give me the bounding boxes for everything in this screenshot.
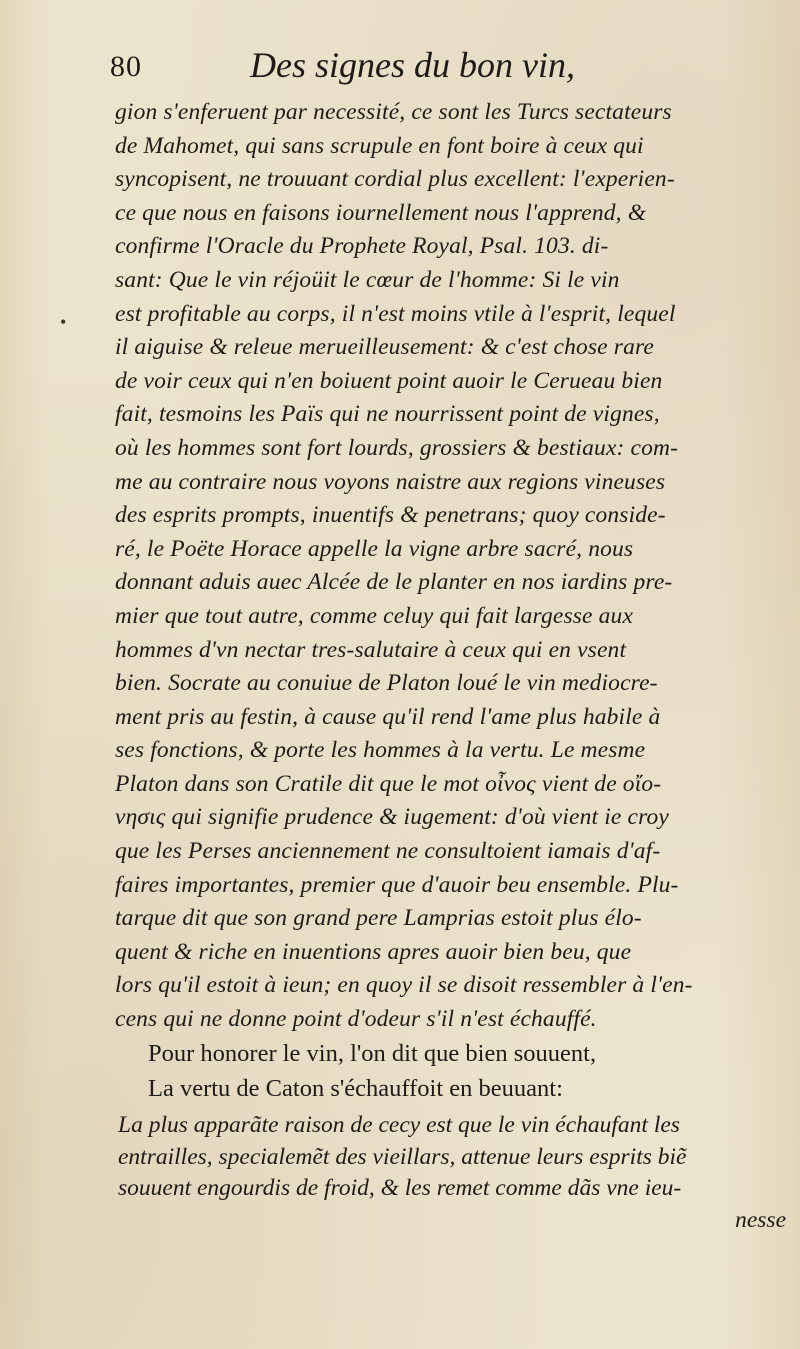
text-line: ses fonctions, & porte les hommes à la vertu. Le mesme [115, 737, 646, 764]
text-line: mier que tout autre, comme celuy qui fait largesse aux [115, 602, 634, 629]
text-line: hommes d'vn nectar tres-salutaire à ceux qui en vsent [115, 636, 627, 663]
text-line: où les hommes sont fort lourds, grossiers & bestiaux: com- [115, 434, 679, 461]
verse-couplet [148, 1036, 788, 1106]
text-line: La plus apparãte raison de cecy est que le vin échaufant les [118, 1112, 680, 1138]
text-line: quent & riche en inuentions apres auoir bien beu, que [115, 938, 632, 965]
text-line: des esprits prompts, inuentifs & penetrans; quoy conside- [115, 502, 666, 529]
text-line: de Mahomet, qui sans scrupule en font boire à ceux qui [115, 132, 644, 159]
text-line: confirme l'Oracle du Prophete Royal, Psal. 103. di- [115, 233, 609, 260]
page-number: 80 [110, 50, 142, 83]
catchword: nesse [735, 1206, 786, 1233]
text-line: me au contraire nous voyons naistre aux regions vineuses [115, 468, 666, 495]
text-line: tarque dit que son grand pere Lamprias estoit plus élo- [115, 905, 642, 932]
text-line: gion s'enferuent par necessité, ce sont les Turcs sectateurs [115, 99, 672, 125]
verse-line: La vertu de Caton s'échauffoit en beuuant: [148, 1075, 563, 1102]
text-line: fait, tesmoins les Païs qui ne nourrissent point de vignes, [115, 401, 660, 428]
text-line: Platon dans son Cratile dit que le mot οἶνος vient de οἴο- [115, 770, 662, 797]
text-line: est profitable au corps, il n'est moins vtile à l'esprit, lequel [115, 300, 676, 327]
text-line: lors qu'il estoit à ieun; en quoy il se disoit ressembler à l'en- [115, 972, 693, 999]
text-line: souuent engourdis de froid, & les remet comme dãs vne ieu- [118, 1175, 682, 1201]
margin-mark: • [60, 312, 67, 332]
text-line: cens qui ne donne point d'odeur s'il n'est échauffé. [115, 1006, 597, 1033]
text-line: syncopisent, ne trouuant cordial plus excellent: l'experien- [115, 166, 675, 193]
text-line: ment pris au festin, à cause qu'il rend l'ame plus habile à [115, 703, 661, 730]
text-line: que les Perses anciennement ne consultoient iamais d'af- [115, 838, 661, 865]
verse-line: Pour honorer le vin, l'on dit que bien souuent, [148, 1040, 597, 1067]
text-line: entrailles, specialemẽt des vieillars, attenue leurs esprits biẽ [118, 1143, 687, 1170]
text-line: de voir ceux qui n'en boiuent point auoir le Cerueau bien [115, 367, 663, 394]
text-line: donnant aduis auec Alcée de le planter en nos iardins pre- [115, 569, 673, 596]
body-text [115, 96, 795, 1037]
text-line: sant: Que le vin réjoüit le cœur de l'homme: Si le vin [115, 266, 620, 293]
text-line: νησις qui signifie prudence & iugement: d'où vient ie croy [115, 804, 670, 831]
text-line: ce que nous en faisons iournellement nous l'apprend, & [115, 199, 647, 226]
running-title: Des signes du bon vin, [250, 45, 575, 85]
text-line: ré, le Poëte Horace appelle la vigne arbre sacré, nous [115, 535, 634, 562]
text-line: il aiguise & releue merueilleusement: & c'est chose rare [115, 334, 654, 361]
text-line: bien. Socrate au conuiue de Platon loué le vin mediocre- [115, 670, 658, 697]
page-header [110, 40, 670, 92]
text-line: faires importantes, premier que d'auoir beu ensemble. Plu- [115, 871, 679, 898]
closing-paragraph [118, 1110, 798, 1236]
